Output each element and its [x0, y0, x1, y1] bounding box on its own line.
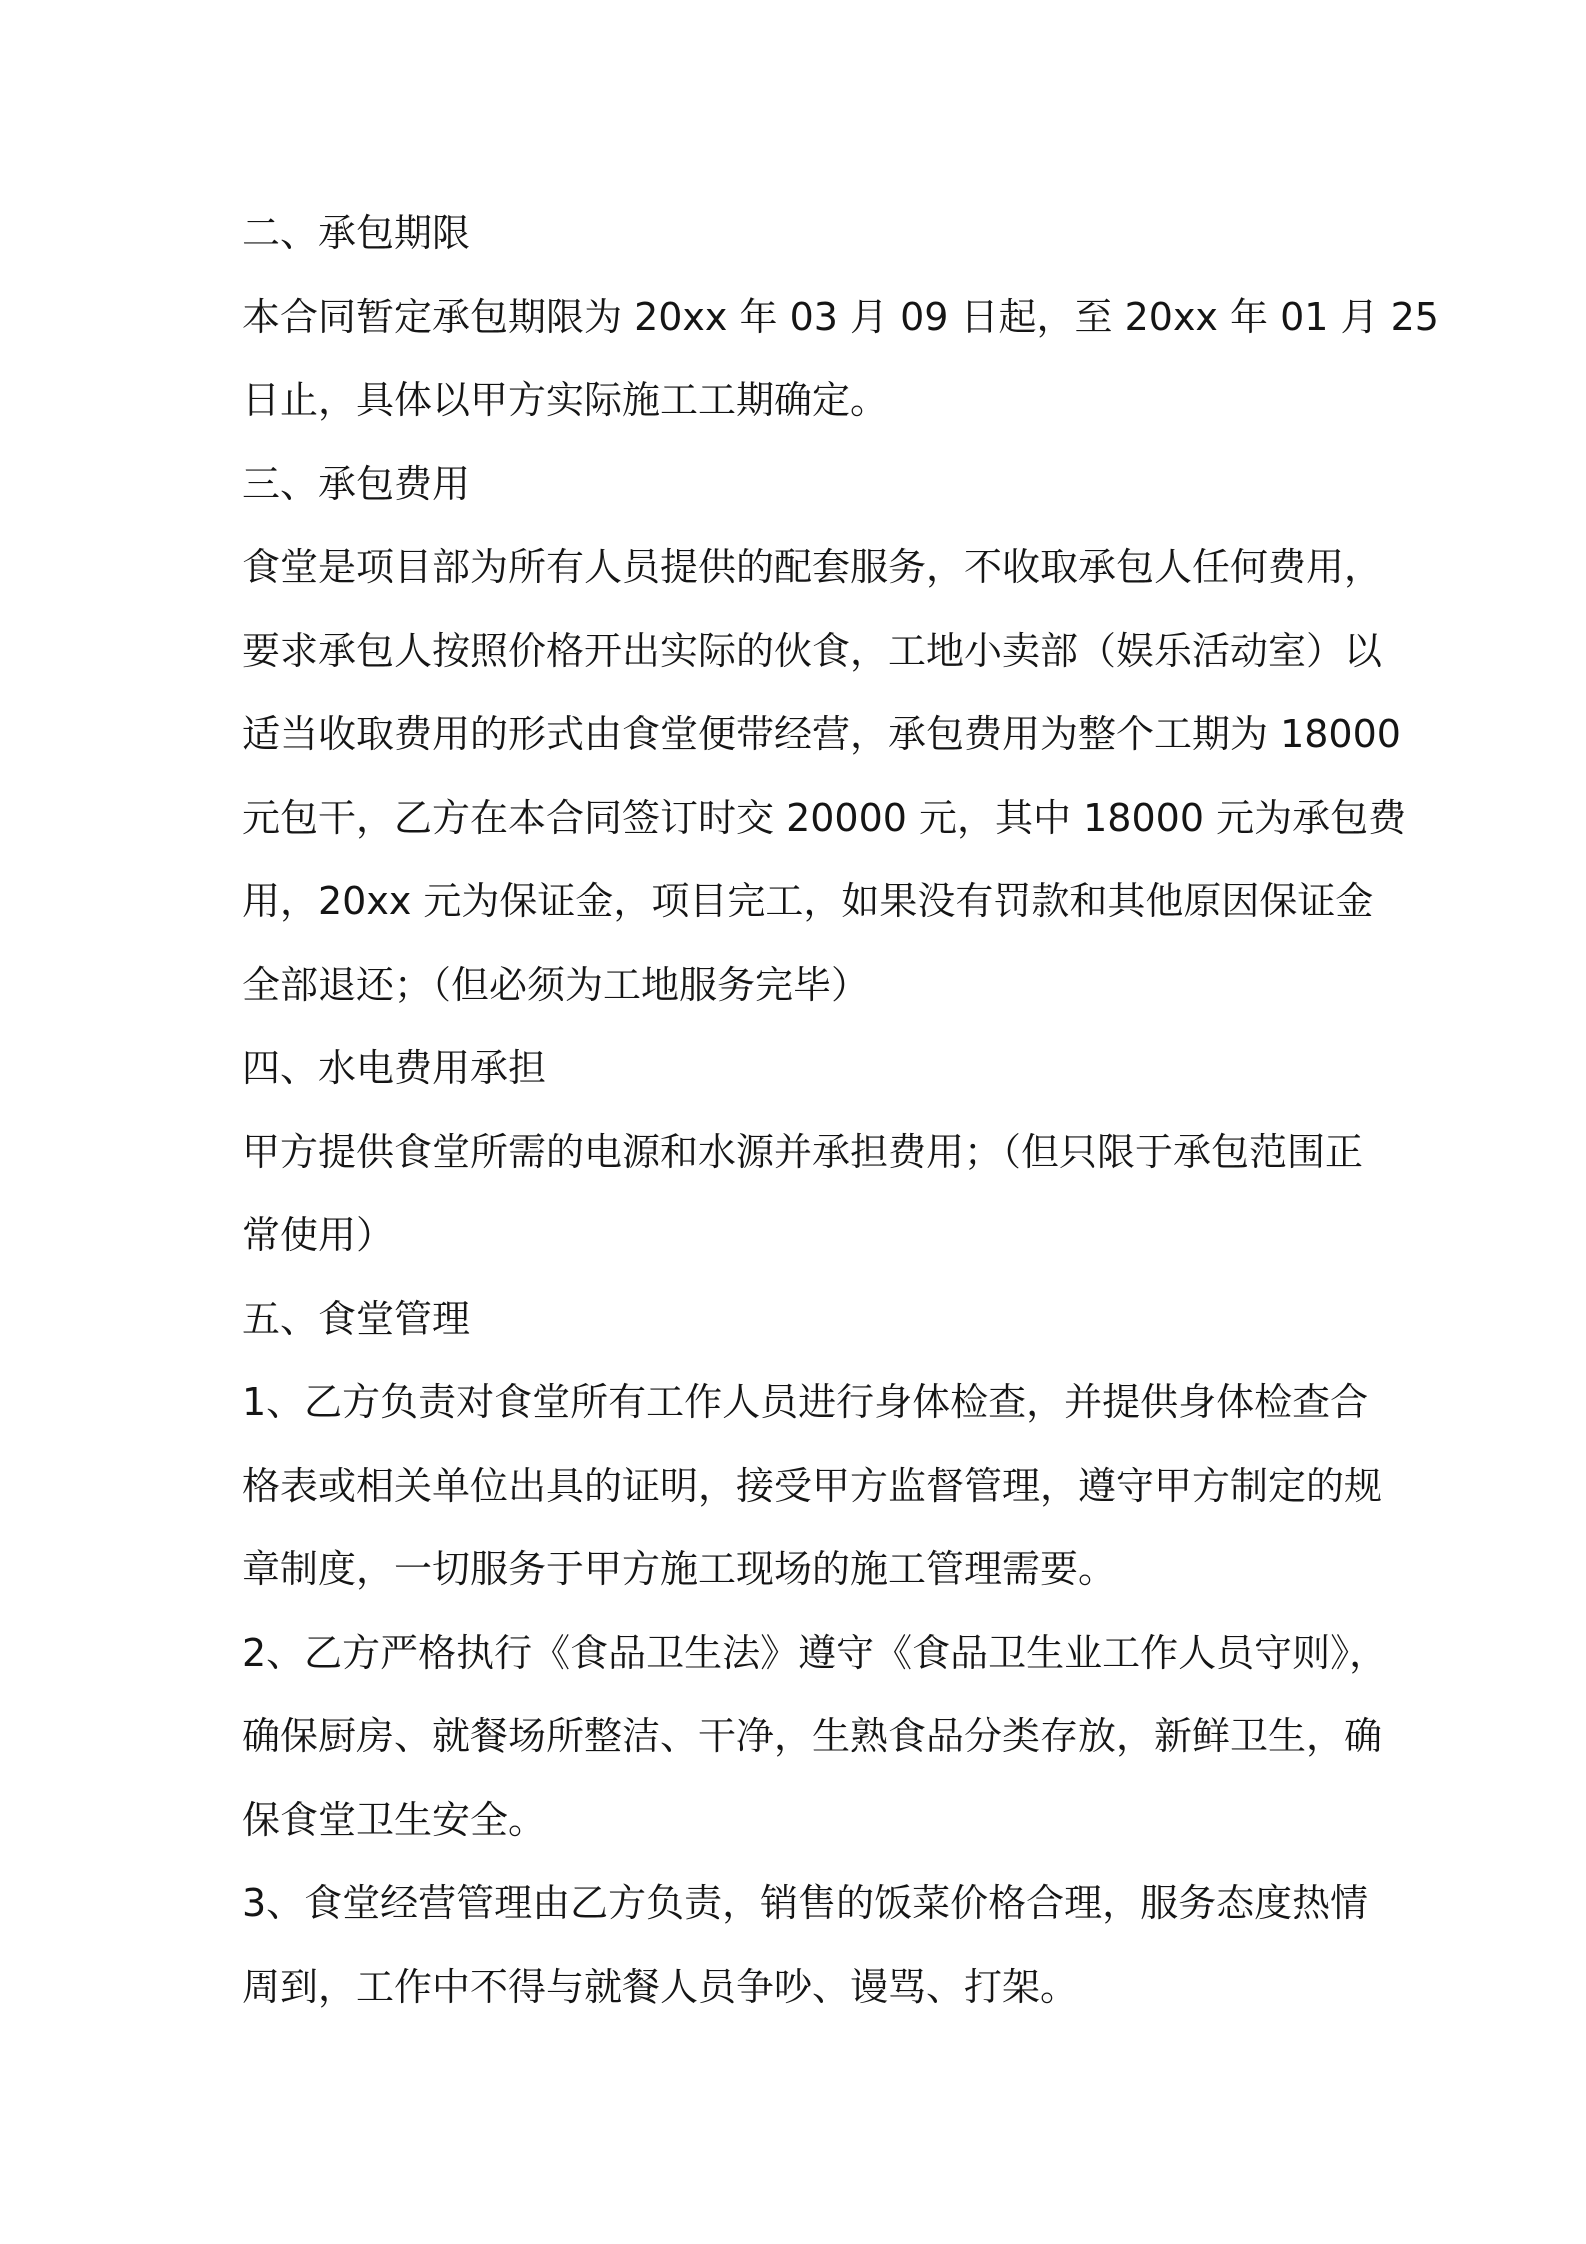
list-item-line: 确保厨房、就餐场所整洁、干净，生熟食品分类存放，新鲜卫生，确	[242, 1714, 1383, 1758]
paragraph-line: 元包干，乙方在本合同签订时交 20000 元，其中 18000 元为承包费	[242, 795, 1407, 840]
paragraph-line: 全部退还；（但必须为工地服务完毕）	[242, 962, 870, 1007]
paragraph-line: 甲方提供食堂所需的电源和水源并承担费用；（但只限于承包范围正	[242, 1129, 1364, 1174]
list-item-line: 1、乙方负责对食堂所有工作人员进行身体检查，并提供身体检查合	[242, 1380, 1369, 1424]
paragraph-line: 本合同暂定承包期限为 20xx 年 03 月 09 日起，至 20xx 年 01 月 25	[242, 294, 1439, 339]
list-item-line: 3、食堂经营管理由乙方负责，销售的饭菜价格合理，服务态度热情	[242, 1881, 1369, 1925]
list-item-line: 格表或相关单位出具的证明，接受甲方监督管理，遵守甲方制定的规	[242, 1463, 1383, 1508]
document-body	[242, 192, 1439, 2029]
paragraph-line: 适当收取费用的形式由食堂便带经营，承包费用为整个工期为 18000	[242, 712, 1401, 756]
section-heading-fees: 三、承包费用	[242, 461, 471, 506]
section-heading-management: 五、食堂管理	[242, 1296, 471, 1341]
section-heading-utilities: 四、水电费用承担	[242, 1046, 547, 1090]
list-item-line: 2、乙方严格执行《食品卫生法》遵守《食品卫生业工作人员守则》，	[242, 1630, 1388, 1675]
paragraph-line: 用，20xx 元为保证金，项目完工，如果没有罚款和其他原因保证金	[242, 879, 1374, 923]
section-heading-term: 二、承包期限	[242, 211, 471, 255]
list-item-line: 周到，工作中不得与就餐人员争吵、谩骂、打架。	[242, 1964, 1079, 2009]
paragraph-line: 要求承包人按照价格开出实际的伙食，工地小卖部（娱乐活动室）以	[242, 628, 1383, 673]
paragraph-line: 常使用）	[242, 1213, 395, 1257]
list-item-line: 章制度，一切服务于甲方施工现场的施工管理需要。	[242, 1547, 1117, 1591]
paragraph-line: 日止，具体以甲方实际施工工期确定。	[242, 378, 889, 422]
list-item-line: 保食堂卫生安全。	[242, 1797, 547, 1842]
paragraph-line: 食堂是项目部为所有人员提供的配套服务，不收取承包人任何费用，	[242, 545, 1383, 589]
